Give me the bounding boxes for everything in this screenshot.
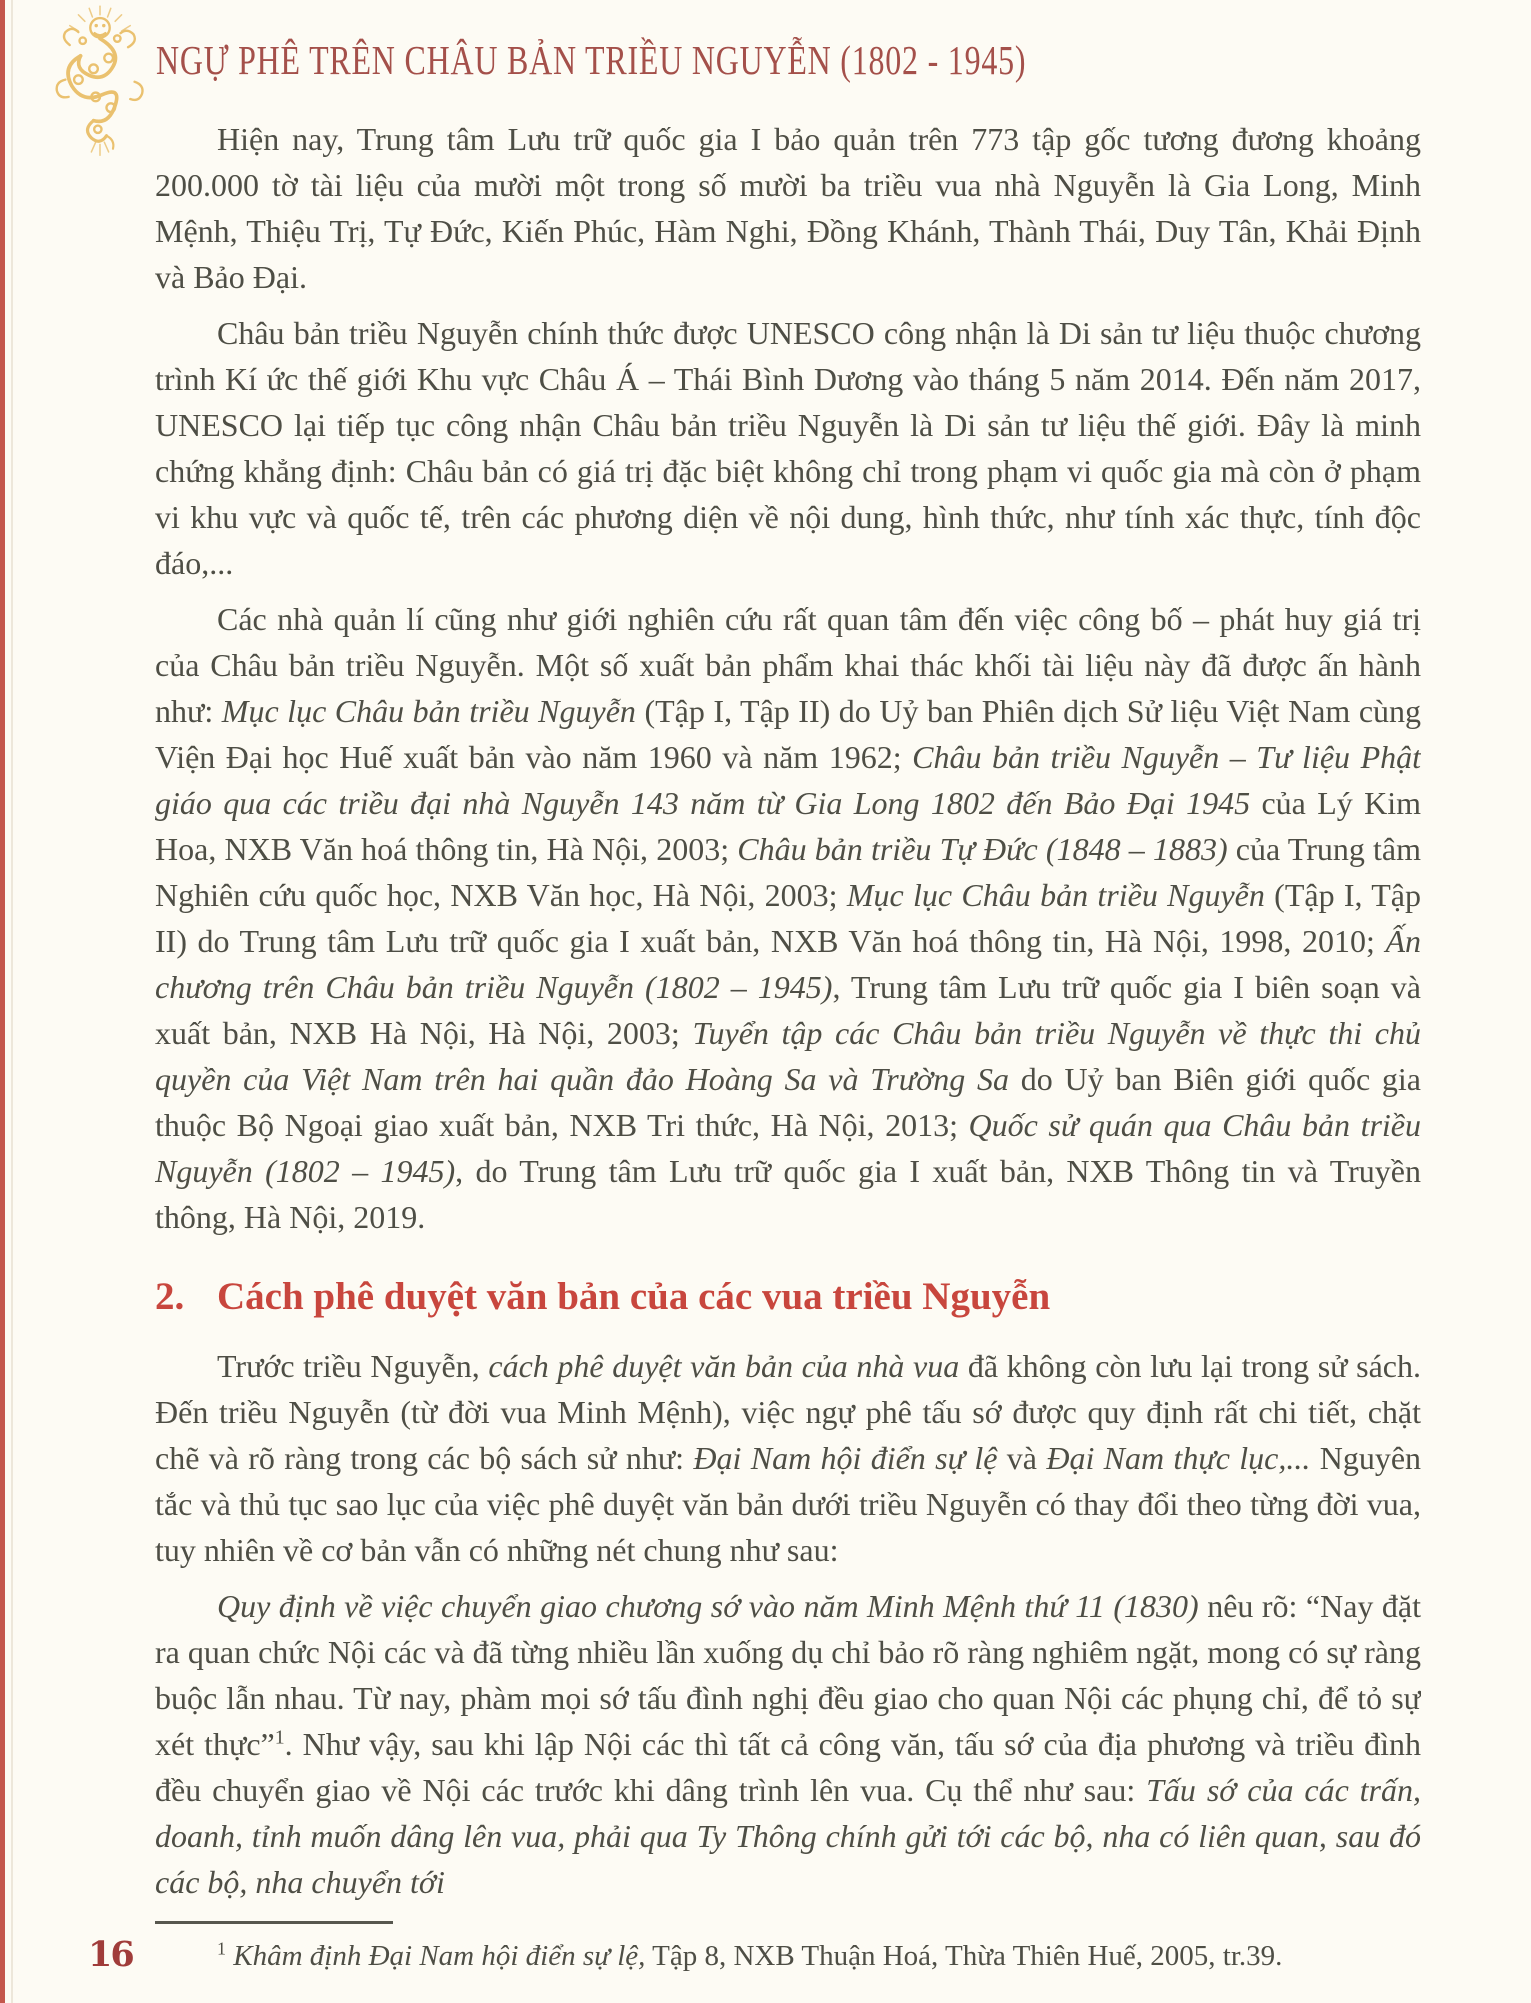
- section-number: 2.: [155, 1275, 185, 1318]
- intro-paragraphs: [155, 116, 1421, 1240]
- page-text-block: [155, 116, 1421, 1998]
- section-paragraphs: [155, 1343, 1421, 1905]
- footnote-divider: [155, 1921, 393, 1924]
- paragraph: Châu bản triều Nguyễn chính thức được UNESCO công nhận là Di sản tư liệu thuộc chương trình Kí ức thế giới Khu vực Châu Á – Thái Bình Dương vào tháng 5 năm 2014. Đến năm 2017, UNESCO lại tiếp tục công nhận Châu bản triều Nguyễn là Di sản tư liệu thế giới. Đây là minh chứng khẳng định: Châu bản có giá trị đặc biệt không chỉ trong phạm vi quốc gia mà còn ở phạm vi khu vực và quốc tế, trên các phương diện về nội dung, hình thức, như tính xác thực, tính độc đáo,...: [155, 315, 1421, 581]
- page-number: 16: [88, 1934, 133, 1975]
- footnote: $^1$ Khâm định Đại Nam hội điển sự lệ, Tập 8, NXB Thuận Hoá, Thừa Thiên Huế, 2005, tr.39.: [217, 1938, 1283, 1972]
- running-header-title: NGỰ PHÊ TRÊN CHÂU BẢN TRIỀU NGUYỄN (1802 - 1945): [156, 37, 1027, 83]
- imperial-dragon-icon: [44, 4, 156, 166]
- paragraph: Quy định về việc chuyển giao chương sớ vào năm Minh Mệnh thứ 11 (1830) nêu rõ: “Nay đặt ra quan chức Nội các và đã từng nhiều lần xuống dụ chỉ bảo rõ ràng nghiêm ngặt, mong có sự ràng buộc lẫn nhau. Từ nay, phàm mọi sớ tấu đình nghị đều giao cho quan Nội các phụng chỉ, để tỏ sự xét thực”$^1$. Như vậy, sau khi lập Nội các thì tất cả công văn, tấu sớ của địa phương và triều đình đều chuyển giao về Nội các trước khi dâng trình lên vua. Cụ thể như sau: Tấu sớ của các trấn, doanh, tỉnh muốn dâng lên vua, phải qua Ty Thông chính gửi tới các bộ, nha có liên quan, sau đó các bộ, nha chuyển tới: [155, 1588, 1421, 1900]
- paragraph: Trước triều Nguyễn, cách phê duyệt văn bản của nhà vua đã không còn lưu lại trong sử sách. Đến triều Nguyễn (từ đời vua Minh Mệnh), việc ngự phê tấu sớ được quy định rất chi tiết, chặt chẽ và rõ ràng trong các bộ sách sử như: Đại Nam hội điển sự lệ và Đại Nam thực lục,... Nguyên tắc và thủ tục sao lục của việc phê duyệt văn bản dưới triều Nguyễn có thay đổi theo từng đời vua, tuy nhiên về cơ bản vẫn có những nét chung như sau:: [155, 1348, 1421, 1568]
- page-crease-line: [11, 0, 13, 2003]
- page-edge-red-line: [0, 0, 5, 2003]
- section-title: Cách phê duyệt văn bản của các vua triều Nguyễn: [217, 1275, 1051, 1318]
- paragraph: Hiện nay, Trung tâm Lưu trữ quốc gia I bảo quản trên 773 tập gốc tương đương khoảng 200.000 tờ tài liệu của mười một trong số mười ba triều vua nhà Nguyễn là Gia Long, Minh Mệnh, Thiệu Trị, Tự Đức, Kiến Phúc, Hàm Nghi, Đồng Khánh, Thành Thái, Duy Tân, Khải Định và Bảo Đại.: [155, 121, 1421, 295]
- paragraph: Các nhà quản lí cũng như giới nghiên cứu rất quan tâm đến việc công bố – phát huy giá trị của Châu bản triều Nguyễn. Một số xuất bản phẩm khai thác khối tài liệu này đã được ấn hành như: Mục lục Châu bản triều Nguyễn (Tập I, Tập II) do Uỷ ban Phiên dịch Sử liệu Việt Nam cùng Viện Đại học Huế xuất bản vào năm 1960 và năm 1962; Châu bản triều Nguyễn – Tư liệu Phật giáo qua các triều đại nhà Nguyễn 143 năm từ Gia Long 1802 đến Bảo Đại 1945 của Lý Kim Hoa, NXB Văn hoá thông tin, Hà Nội, 2003; Châu bản triều Tự Đức (1848 – 1883) của Trung tâm Nghiên cứu quốc học, NXB Văn học, Hà Nội, 2003; Mục lục Châu bản triều Nguyễn (Tập I, Tập II) do Trung tâm Lưu trữ quốc gia I xuất bản, NXB Văn hoá thông tin, Hà Nội, 1998, 2010; Ấn chương trên Châu bản triều Nguyễn (1802 – 1945), Trung tâm Lưu trữ quốc gia I biên soạn và xuất bản, NXB Hà Nội, Hà Nội, 2003; Tuyển tập các Châu bản triều Nguyễn về thực thi chủ quyền của Việt Nam trên hai quần đảo Hoàng Sa và Trường Sa do Uỷ ban Biên giới quốc gia thuộc Bộ Ngoại giao xuất bản, NXB Tri thức, Hà Nội, 2013; Quốc sử quán qua Châu bản triều Nguyễn (1802 – 1945), do Trung tâm Lưu trữ quốc gia I xuất bản, NXB Thông tin và Truyền thông, Hà Nội, 2019.: [155, 601, 1421, 1235]
- section-heading: [155, 1274, 1421, 1319]
